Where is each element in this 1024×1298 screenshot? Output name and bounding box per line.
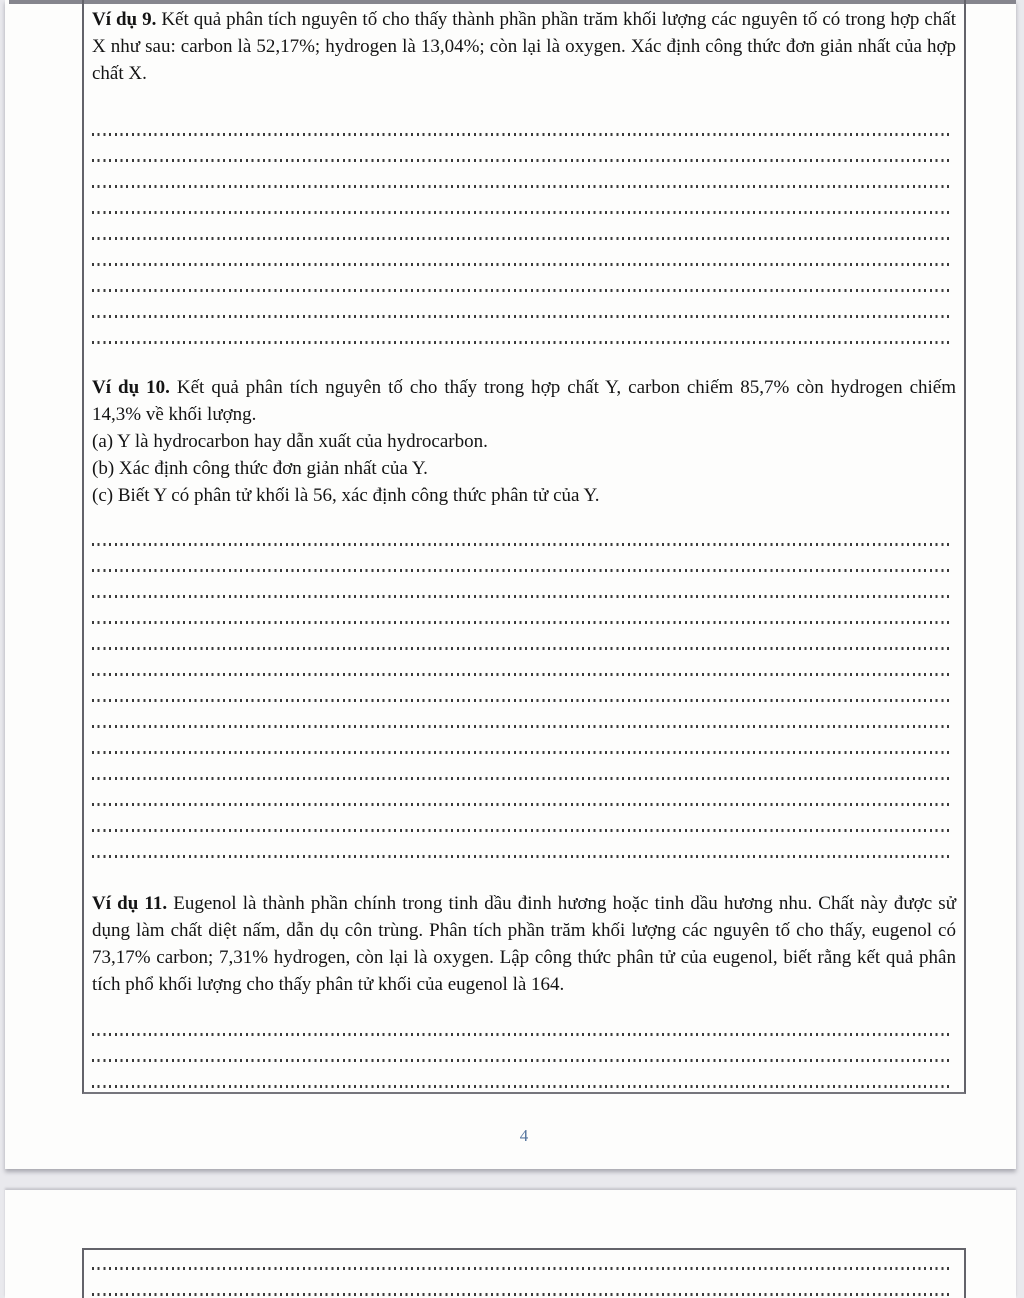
answer-line: [92, 760, 956, 786]
document-page-next: [5, 1190, 1016, 1298]
exercise-11-label: Ví dụ 11.: [92, 893, 168, 914]
exercise-9-paragraph: [92, 6, 956, 87]
answer-lines-exercise-11: [92, 1016, 956, 1094]
answer-line: [92, 526, 956, 552]
exercise-10-text: Kết quả phân tích nguyên tố cho thấy trong hợp chất Y, carbon chiếm 85,7% còn hydrogen chiếm 14,3% về khối lượng.: [92, 377, 956, 425]
answer-line: [92, 324, 956, 350]
answer-line: [92, 630, 956, 656]
exercise-box-next-page: [82, 1248, 966, 1298]
answer-line: [92, 1250, 956, 1276]
answer-line: [92, 298, 956, 324]
exercise-10-item-c: (c) Biết Y có phân tử khối là 56, xác định công thức phân tử của Y.: [92, 485, 600, 506]
answer-line: [92, 604, 956, 630]
answer-lines-exercise-10: [92, 526, 956, 864]
answer-line: [92, 246, 956, 272]
answer-line: [92, 552, 956, 578]
answer-lines-next-page: [92, 1250, 956, 1298]
exercise-9-label: Ví dụ 9.: [92, 9, 157, 30]
answer-line: [92, 812, 956, 838]
exercise-11-paragraph: [92, 890, 956, 998]
answer-line: [92, 656, 956, 682]
answer-line: [92, 682, 956, 708]
page-number: 4: [519, 1126, 529, 1145]
exercise-box: [82, 0, 966, 1094]
answer-line: [92, 734, 956, 760]
answer-line: [92, 1016, 956, 1042]
answer-line: [92, 220, 956, 246]
answer-line: [92, 194, 956, 220]
answer-line: [92, 168, 956, 194]
answer-line: [92, 272, 956, 298]
document-page-4: [5, 0, 1016, 1169]
exercise-10-item-b: (b) Xác định công thức đơn giản nhất của Y.: [92, 458, 428, 479]
answer-line: [92, 1068, 956, 1094]
answer-line: [92, 142, 956, 168]
answer-line: [92, 838, 956, 864]
exercise-10-item-a: (a) Y là hydrocarbon hay dẫn xuất của hydrocarbon.: [92, 431, 488, 452]
answer-lines-exercise-9: [92, 116, 956, 350]
answer-line: [92, 116, 956, 142]
exercise-11-text: Eugenol là thành phần chính trong tinh dầu đinh hương hoặc tinh dầu hương nhu. Chất này được sử dụng làm chất diệt nấm, dẫn dụ côn trùng. Phân tích phần trăm khối lượng các nguyên tố cho thấy, eugenol có 73,17% carbon; 7,31% hydrogen, còn lại là oxygen. Lập công thức phân tử của eugenol, biết rằng kết quả phân tích phổ khối lượng cho thấy phân tử khối của eugenol là 164.: [92, 893, 956, 995]
answer-line: [92, 578, 956, 604]
answer-line: [92, 1276, 956, 1298]
exercise-10-paragraph: [92, 374, 956, 428]
answer-line: [92, 786, 956, 812]
answer-line: [92, 1042, 956, 1068]
answer-line: [92, 708, 956, 734]
exercise-9-text: Kết quả phân tích nguyên tố cho thấy thành phần phần trăm khối lượng các nguyên tố có trong hợp chất X như sau: carbon là 52,17%; hydrogen là 13,04%; còn lại là oxygen. Xác định công thức đơn giản nhất của hợp chất X.: [92, 9, 956, 84]
exercise-10-label: Ví dụ 10.: [92, 377, 170, 398]
